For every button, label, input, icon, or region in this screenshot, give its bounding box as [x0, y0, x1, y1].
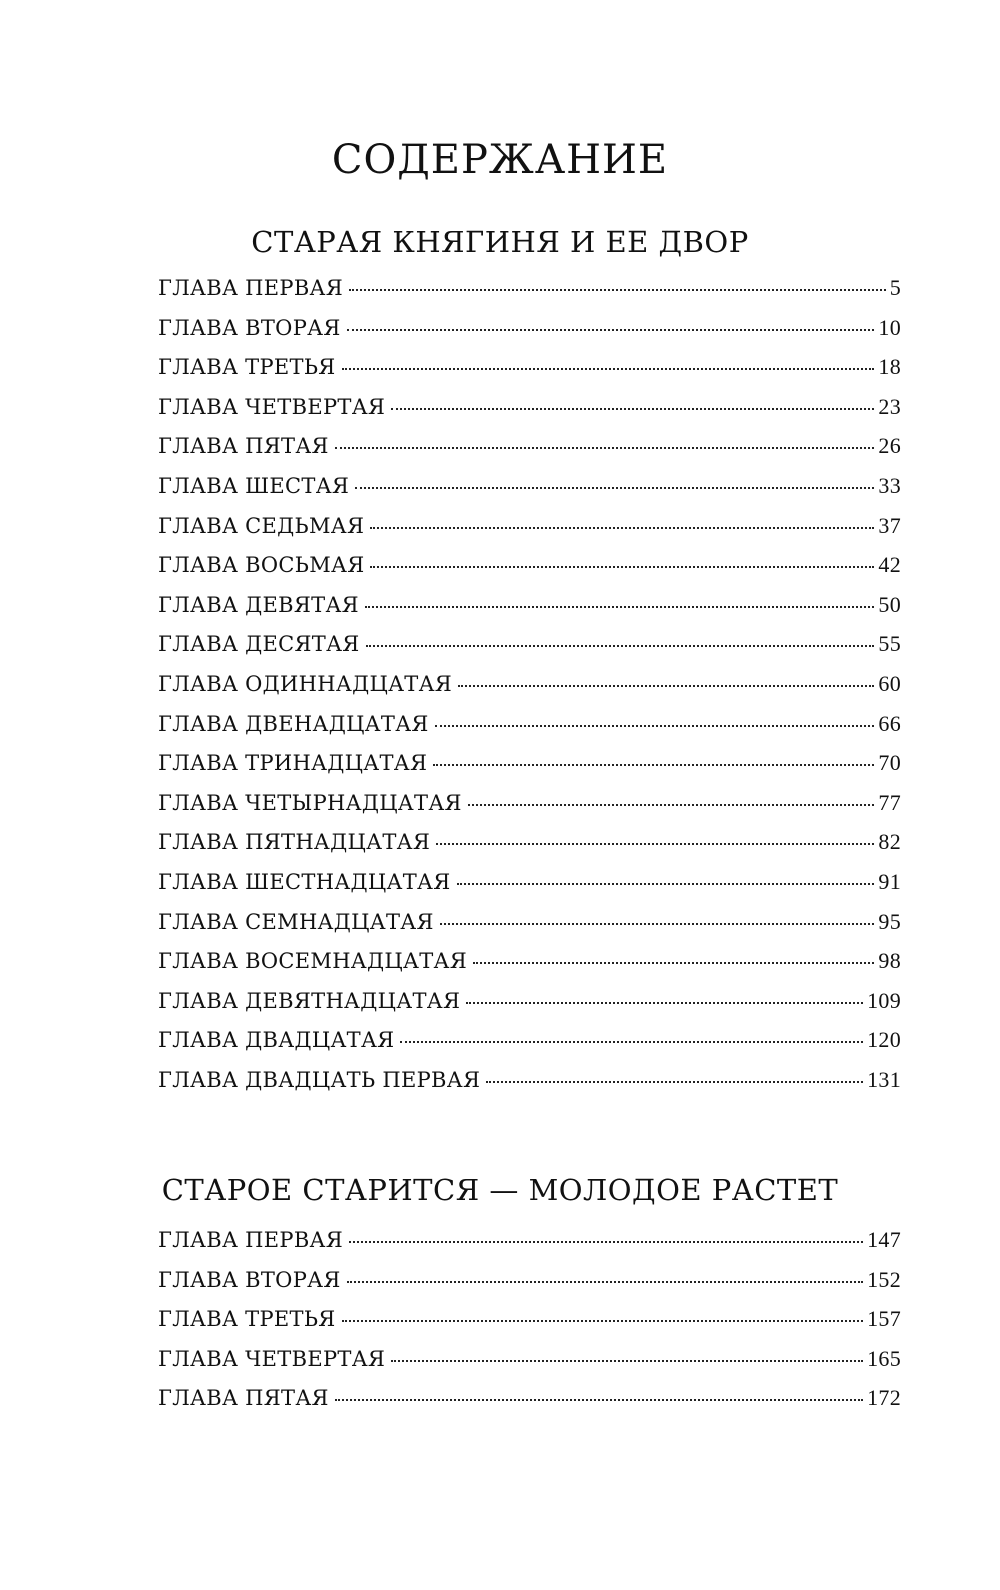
toc-entry-page-number: 55 — [878, 631, 901, 657]
toc-entry-page-number: 26 — [878, 433, 901, 459]
toc-entry — [158, 1346, 901, 1386]
toc-entry-page-number: 82 — [878, 829, 901, 855]
dot-leader — [342, 1320, 864, 1322]
dot-leader — [370, 566, 874, 568]
dot-leader — [400, 1041, 863, 1043]
dot-leader — [435, 725, 875, 727]
page-title: СОДЕРЖАНИЕ — [331, 137, 669, 183]
toc-entry — [158, 592, 901, 632]
toc-entry-page-number: 157 — [867, 1306, 901, 1332]
toc-entry — [158, 1027, 901, 1067]
toc-entry-label: ГЛАВА ТРИНАДЦАТАЯ — [158, 751, 428, 776]
dot-leader — [458, 685, 874, 687]
toc-entry — [158, 315, 901, 355]
toc-entry-page-number: 42 — [878, 552, 901, 578]
toc-entry-page-number: 98 — [878, 948, 901, 974]
dot-leader — [391, 408, 874, 410]
toc-entry-page-number: 120 — [867, 1027, 901, 1053]
toc-entry — [158, 275, 901, 315]
section-title-1: СТАРАЯ КНЯГИНЯ И ЕЕ ДВОР — [251, 225, 749, 259]
toc-entry-label: ГЛАВА СЕМНАДЦАТАЯ — [158, 909, 434, 934]
toc-entry — [158, 909, 901, 949]
toc-entry-label: ГЛАВА ТРЕТЬЯ — [158, 355, 336, 380]
toc-entry-label: ГЛАВА ШЕСТНАДЦАТАЯ — [158, 869, 451, 894]
toc-entry-label: ГЛАВА ВТОРАЯ — [158, 1267, 341, 1292]
toc-entry — [158, 750, 901, 790]
toc-entry-page-number: 5 — [889, 275, 901, 300]
toc-entry-label: ГЛАВА ШЕСТАЯ — [158, 473, 350, 498]
toc-entry — [158, 473, 901, 513]
toc-entry-page-number: 95 — [878, 908, 901, 934]
toc-entry-page-number: 152 — [867, 1266, 901, 1292]
toc-entry-label: ГЛАВА ПЯТАЯ — [158, 434, 329, 459]
toc-entry-page-number: 60 — [878, 670, 901, 696]
toc-entry-label: ГЛАВА ЧЕТВЕРТАЯ — [158, 1346, 386, 1371]
dot-leader — [457, 883, 875, 885]
toc-entry-page-number: 10 — [878, 314, 901, 340]
dot-leader — [335, 1399, 863, 1401]
toc-entry-label: ГЛАВА ТРЕТЬЯ — [158, 1307, 336, 1332]
toc-entry-label: ГЛАВА ПЯТНАДЦАТАЯ — [158, 830, 431, 855]
toc-entry — [158, 354, 901, 394]
toc-list-section-2 — [158, 1227, 901, 1425]
toc-entry-label: ГЛАВА ДЕВЯТНАДЦАТАЯ — [158, 988, 461, 1013]
toc-entry-page-number: 66 — [878, 710, 901, 736]
toc-entry-page-number: 33 — [878, 472, 901, 498]
toc-entry-page-number: 37 — [878, 512, 901, 538]
section-title-2: СТАРОЕ СТАРИТСЯ — МОЛОДОЕ РАСТЕТ — [161, 1173, 839, 1207]
toc-entry-label: ГЛАВА ВТОРАЯ — [158, 315, 341, 340]
toc-entry-page-number: 165 — [867, 1345, 901, 1371]
toc-entry-page-number: 23 — [878, 393, 901, 419]
dot-leader — [342, 368, 875, 370]
toc-entry-page-number: 50 — [878, 591, 901, 617]
dot-leader — [355, 487, 874, 489]
toc-entry — [158, 829, 901, 869]
dot-leader — [370, 527, 874, 529]
dot-leader — [466, 1002, 863, 1004]
dot-leader — [473, 962, 874, 964]
dot-leader — [391, 1360, 863, 1362]
toc-entry-label: ГЛАВА ДЕСЯТАЯ — [158, 632, 360, 657]
toc-entry — [158, 988, 901, 1028]
toc-entry — [158, 948, 901, 988]
dot-leader — [468, 804, 875, 806]
toc-entry-page-number: 77 — [878, 789, 901, 815]
toc-entry — [158, 1067, 901, 1107]
toc-entry-label: ГЛАВА ДВАДЦАТАЯ — [158, 1028, 395, 1053]
toc-entry — [158, 1385, 901, 1425]
toc-entry-page-number: 70 — [878, 750, 901, 776]
toc-entry-page-number: 147 — [867, 1227, 901, 1252]
toc-entry-label: ГЛАВА ПЯТАЯ — [158, 1386, 329, 1411]
toc-entry-page-number: 91 — [878, 868, 901, 894]
dot-leader — [347, 329, 875, 331]
toc-entry-page-number: 131 — [867, 1066, 901, 1092]
toc-entry — [158, 1227, 901, 1267]
dot-leader — [365, 606, 874, 608]
dot-leader — [440, 923, 875, 925]
toc-list-section-1 — [158, 275, 901, 1106]
toc-entry — [158, 394, 901, 434]
dot-leader — [349, 289, 886, 291]
toc-entry-page-number: 109 — [867, 987, 901, 1013]
toc-entry — [158, 552, 901, 592]
dot-leader — [335, 447, 875, 449]
toc-entry-label: ГЛАВА ЧЕТВЕРТАЯ — [158, 394, 386, 419]
dot-leader — [366, 645, 875, 647]
toc-entry-page-number: 172 — [867, 1385, 901, 1411]
dot-leader — [486, 1081, 863, 1083]
dot-leader — [433, 764, 874, 766]
toc-entry-label: ГЛАВА ВОСЬМАЯ — [158, 553, 365, 578]
toc-entry — [158, 1306, 901, 1346]
toc-entry — [158, 790, 901, 830]
dot-leader — [349, 1241, 863, 1243]
dot-leader — [436, 843, 874, 845]
toc-entry-label: ГЛАВА ПЕРВАЯ — [158, 1228, 344, 1252]
toc-entry-label: ГЛАВА ЧЕТЫРНАДЦАТАЯ — [158, 790, 462, 815]
toc-entry-label: ГЛАВА ПЕРВАЯ — [158, 276, 344, 300]
toc-entry-label: ГЛАВА ДЕВЯТАЯ — [158, 592, 359, 617]
toc-entry — [158, 433, 901, 473]
toc-entry — [158, 1267, 901, 1307]
toc-entry — [158, 513, 901, 553]
toc-entry — [158, 631, 901, 671]
toc-entry-page-number: 18 — [878, 354, 901, 380]
toc-entry-label: ГЛАВА ВОСЕМНАДЦАТАЯ — [158, 949, 467, 974]
toc-entry — [158, 671, 901, 711]
toc-entry-label: ГЛАВА ДВАДЦАТЬ ПЕРВАЯ — [158, 1067, 481, 1092]
toc-entry — [158, 869, 901, 909]
toc-entry-label: ГЛАВА СЕДЬМАЯ — [158, 513, 365, 538]
toc-entry-label: ГЛАВА ОДИННАДЦАТАЯ — [158, 671, 453, 696]
toc-entry-label: ГЛАВА ДВЕНАДЦАТАЯ — [158, 711, 429, 736]
toc-entry — [158, 711, 901, 751]
dot-leader — [347, 1281, 864, 1283]
